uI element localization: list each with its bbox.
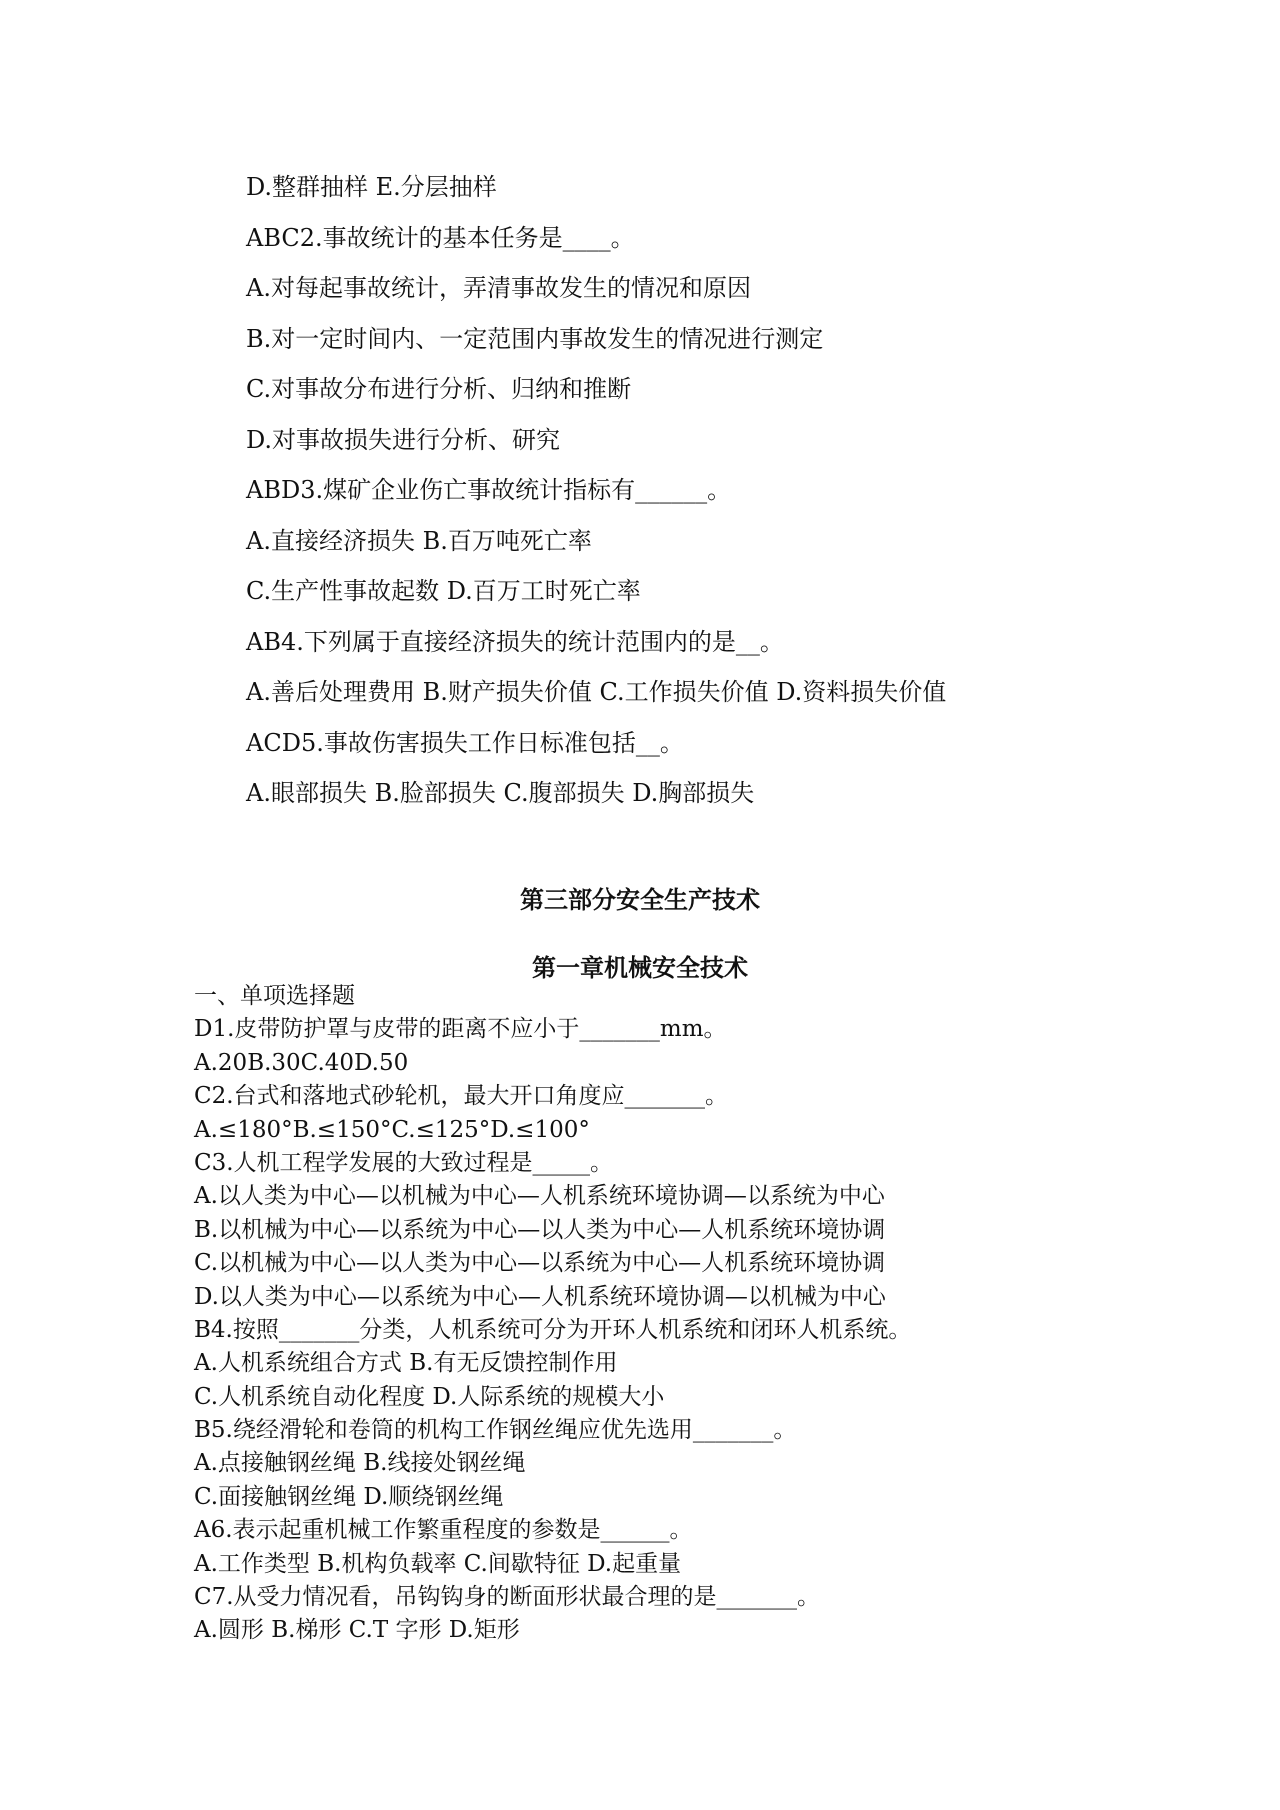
option-line: C.以机械为中心—以人类为中心—以系统为中心—人机系统环境协调 [194, 1250, 886, 1277]
option-line: A.圆形 B.梯形 C.T 字形 D.矩形 [194, 1617, 520, 1644]
option-line: A.工作类型 B.机构负载率 C.间歇特征 D.起重量 [194, 1550, 682, 1577]
single-choice-section [194, 980, 1234, 1648]
chapter-title: 第一章机械安全技术 [532, 954, 748, 982]
question-line: D1.皮带防护罩与皮带的距离不应小于_______mm。 [194, 1016, 727, 1043]
option-line: D.对事故损失进行分析、研究 [246, 425, 561, 454]
question-line: C2.台式和落地式砂轮机，最大开口角度应_______。 [194, 1083, 729, 1110]
question-line: B5.绕经滑轮和卷筒的机构工作钢丝绳应优先选用_______。 [194, 1417, 797, 1444]
option-line: C.对事故分布进行分析、归纳和推断 [246, 375, 632, 403]
question-line: AB4.下列属于直接经济损失的统计范围内的是__。 [246, 627, 784, 656]
option-line: B.以机械为中心—以系统为中心—以人类为中心—人机系统环境协调 [194, 1216, 886, 1243]
option-line: A.直接经济损失 B.百万吨死亡率 [246, 526, 592, 555]
option-line: B.对一定时间内、一定范围内事故发生的情况进行测定 [246, 324, 824, 353]
question-line: ABC2.事故统计的基本任务是____。 [246, 223, 635, 252]
option-line: A.眼部损失 B.脸部损失 C.腹部损失 D.胸部损失 [246, 779, 755, 807]
multiple-choice-section [246, 162, 1206, 819]
section-heading: 一、单项选择题 [194, 983, 355, 1009]
option-line: C.生产性事故起数 D.百万工时死亡率 [246, 577, 641, 605]
option-line: A.对每起事故统计，弄清事故发生的情况和原因 [246, 274, 751, 302]
text-line: D.整群抽样 E.分层抽样 [246, 173, 497, 201]
option-line: A.≤180°B.≤150°C.≤125°D.≤100° [194, 1116, 590, 1143]
option-line: A.善后处理费用 B.财产损失价值 C.工作损失价值 D.资料损失价值 [246, 678, 947, 706]
question-line: ACD5.事故伤害损失工作日标准包括__。 [246, 728, 684, 757]
option-line: A.人机系统组合方式 B.有无反馈控制作用 [194, 1350, 618, 1377]
question-line: C7.从受力情况看，吊钩钩身的断面形状最合理的是_______。 [194, 1584, 821, 1611]
option-line: A.20B.30C.40D.50 [194, 1049, 409, 1076]
option-line: A.点接触钢丝绳 B.线接处钢丝绳 [194, 1450, 526, 1477]
option-line: D.以人类为中心—以系统为中心—人机系统环境协调—以机械为中心 [194, 1283, 886, 1310]
part-title: 第三部分安全生产技术 [520, 886, 760, 914]
question-line: ABD3.煤矿企业伤亡事故统计指标有______。 [246, 476, 732, 504]
option-line: C.人机系统自动化程度 D.人际系统的规模大小 [194, 1383, 665, 1410]
option-line: C.面接触钢丝绳 D.顺绕钢丝绳 [194, 1483, 504, 1510]
question-line: A6.表示起重机械工作繁重程度的参数是______。 [194, 1517, 693, 1544]
option-line: A.以人类为中心—以机械为中心—人机系统环境协调—以系统为中心 [194, 1183, 885, 1210]
question-line: C3.人机工程学发展的大致过程是_____。 [194, 1149, 614, 1176]
question-line: B4.按照_______分类，人机系统可分为开环人机系统和闭环人机系统。 [194, 1316, 912, 1343]
